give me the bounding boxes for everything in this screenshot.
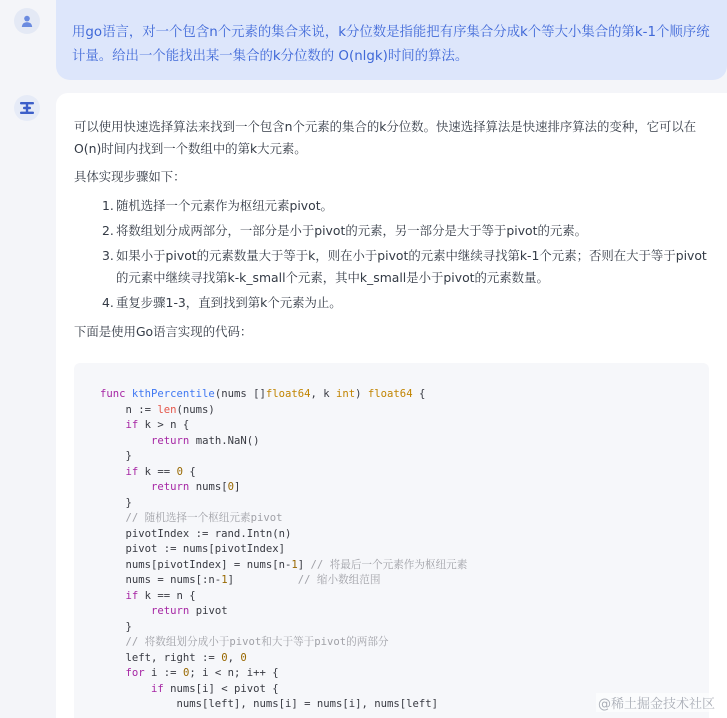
code-line xyxy=(100,542,709,558)
code-line xyxy=(100,465,709,481)
watermark: @稀土掘金技术社区 xyxy=(596,693,717,712)
code-token xyxy=(100,605,151,617)
code-token: ) xyxy=(355,388,368,400)
code-token: // 随机选择一个枢纽元素pivot xyxy=(125,512,283,524)
code-token: // 缩小数组范围 xyxy=(297,574,381,586)
code-token: , k xyxy=(310,388,337,400)
code-token: math.NaN() xyxy=(189,434,260,447)
code-token: (nums [] xyxy=(214,388,266,400)
step-number: 1. xyxy=(102,198,114,213)
code-line xyxy=(100,496,709,512)
code-intro: 下面是使用Go语言实现的代码： xyxy=(74,324,253,339)
code-token xyxy=(100,512,126,524)
code-token: // 将数组划分成小于pivot和大于等于pivot的两部分 xyxy=(125,636,389,648)
code-line xyxy=(100,434,709,450)
list-item xyxy=(102,245,707,289)
list-item xyxy=(102,292,707,314)
user-message-text: 用go语言，对一个包含n个元素的集合来说，k分位数是指能把有序集合分成k个等大小集合的第k-1个顺序统计量。给出一个能找出某一集合的k分位数的 O(nlgk)时间的算法。 xyxy=(72,25,710,64)
code-token: ] xyxy=(233,481,241,493)
code-line xyxy=(100,558,709,574)
code-token: } xyxy=(100,620,132,633)
code-token: int xyxy=(336,388,356,400)
code-token: pivot := nums[pivotIndex] xyxy=(100,543,285,555)
code-token: k > n { xyxy=(138,419,190,431)
code-token: 1 xyxy=(291,558,298,571)
code-token: float64 xyxy=(265,388,311,400)
code-token: nums[ xyxy=(189,481,228,493)
step-text: 将数组划分成两部分，一部分是小于pivot的元素，另一部分是大于等于pivot的元素。 xyxy=(116,223,588,238)
code-token xyxy=(100,683,151,695)
code-line xyxy=(100,511,709,527)
bot-message-card xyxy=(56,93,727,718)
user-message-bubble xyxy=(56,0,727,80)
code-line xyxy=(100,573,709,589)
code-token: return xyxy=(151,605,190,617)
code-line xyxy=(100,527,709,543)
list-item xyxy=(102,220,707,242)
ai-logo-icon xyxy=(19,101,35,115)
user-avatar xyxy=(14,8,40,34)
step-text: 如果小于pivot的元素数量大于等于k，则在小于pivot的元素中继续寻找第k-1个元素；否则在大于等于pivot的元素中继续寻找第k-k_small个元素，其中k_small是小于pivot的元素数量。 xyxy=(116,248,707,285)
code-token xyxy=(100,435,151,447)
code-token: if xyxy=(125,589,139,602)
code-token: k == n { xyxy=(138,589,196,602)
code-line xyxy=(100,620,709,636)
code-line xyxy=(100,589,709,605)
code-token: (nums) xyxy=(176,403,215,416)
code-token xyxy=(100,636,126,648)
code-line xyxy=(100,480,709,496)
user-message-row xyxy=(0,0,727,90)
code-token: return xyxy=(151,481,190,493)
code-line xyxy=(100,635,709,651)
code-token: 0 xyxy=(240,651,247,664)
code-token: } xyxy=(100,450,132,462)
code-token: len xyxy=(157,403,177,416)
code-token: 0 xyxy=(227,481,234,493)
code-line xyxy=(100,666,709,682)
code-token xyxy=(100,590,126,602)
code-line xyxy=(100,403,709,419)
code-token: 1 xyxy=(221,574,228,586)
code-token: if xyxy=(125,419,139,431)
code-token: 0 xyxy=(182,667,190,679)
code-token: nums[pivotIndex] = nums[n- xyxy=(100,558,292,571)
code-token: // 将最后一个元素作为枢纽元素 xyxy=(310,558,468,571)
code-token: ] xyxy=(297,558,311,571)
code-token: if xyxy=(125,465,139,478)
code-token: } xyxy=(100,496,132,509)
code-line xyxy=(100,418,709,434)
list-item xyxy=(102,195,707,217)
code-token xyxy=(100,466,126,478)
code-token xyxy=(100,667,126,679)
user-icon xyxy=(20,14,34,28)
code-token: pivotIndex := rand.Intn(n) xyxy=(100,527,292,540)
bot-avatar xyxy=(14,95,40,121)
code-token xyxy=(100,481,151,493)
code-token: nums[i] < pivot { xyxy=(163,682,279,695)
answer-intro: 可以使用快速选择算法来找到一个包含n个元素的集合的k分位数。快速选择算法是快速排序算法的变种，它可以在O(n)时间内找到一个数组中的第k大元素。 xyxy=(74,119,697,156)
code-line xyxy=(100,387,709,403)
steps-heading: 具体实现步骤如下： xyxy=(74,169,186,184)
code-token: 0 xyxy=(176,465,183,478)
code-token: n := xyxy=(100,403,158,416)
code-token: 0 xyxy=(221,651,228,664)
code-token: left, right := xyxy=(100,651,222,664)
code-line xyxy=(100,604,709,620)
code-token: { xyxy=(412,388,426,400)
code-token: for xyxy=(125,667,145,679)
code-token: float64 xyxy=(367,388,413,400)
step-number: 2. xyxy=(102,223,114,238)
code-token: { xyxy=(182,465,196,478)
code-token: if xyxy=(151,682,164,695)
code-token: pivot xyxy=(189,605,228,617)
code-token: , xyxy=(227,651,241,664)
step-text: 随机选择一个元素作为枢纽元素pivot。 xyxy=(116,198,333,213)
code-block[interactable] xyxy=(74,363,709,718)
code-token: ] xyxy=(227,574,298,586)
steps-list xyxy=(102,195,707,314)
step-number: 4. xyxy=(102,295,114,310)
code-token: ; i < n; i++ { xyxy=(189,667,279,679)
code-token: nums = nums[:n- xyxy=(100,574,222,586)
code-token: nums[left], nums[i] = nums[i], nums[left] xyxy=(100,698,439,710)
code-token: func xyxy=(100,388,132,400)
code-token: return xyxy=(151,434,190,447)
step-number: 3. xyxy=(102,248,114,263)
code-line xyxy=(100,449,709,465)
code-line xyxy=(100,651,709,667)
code-token xyxy=(100,419,126,431)
code-token: i := xyxy=(144,667,183,679)
code-token: k == xyxy=(138,465,177,478)
code-token: kthPercentile xyxy=(131,388,215,400)
step-text: 重复步骤1-3，直到找到第k个元素为止。 xyxy=(116,295,342,310)
